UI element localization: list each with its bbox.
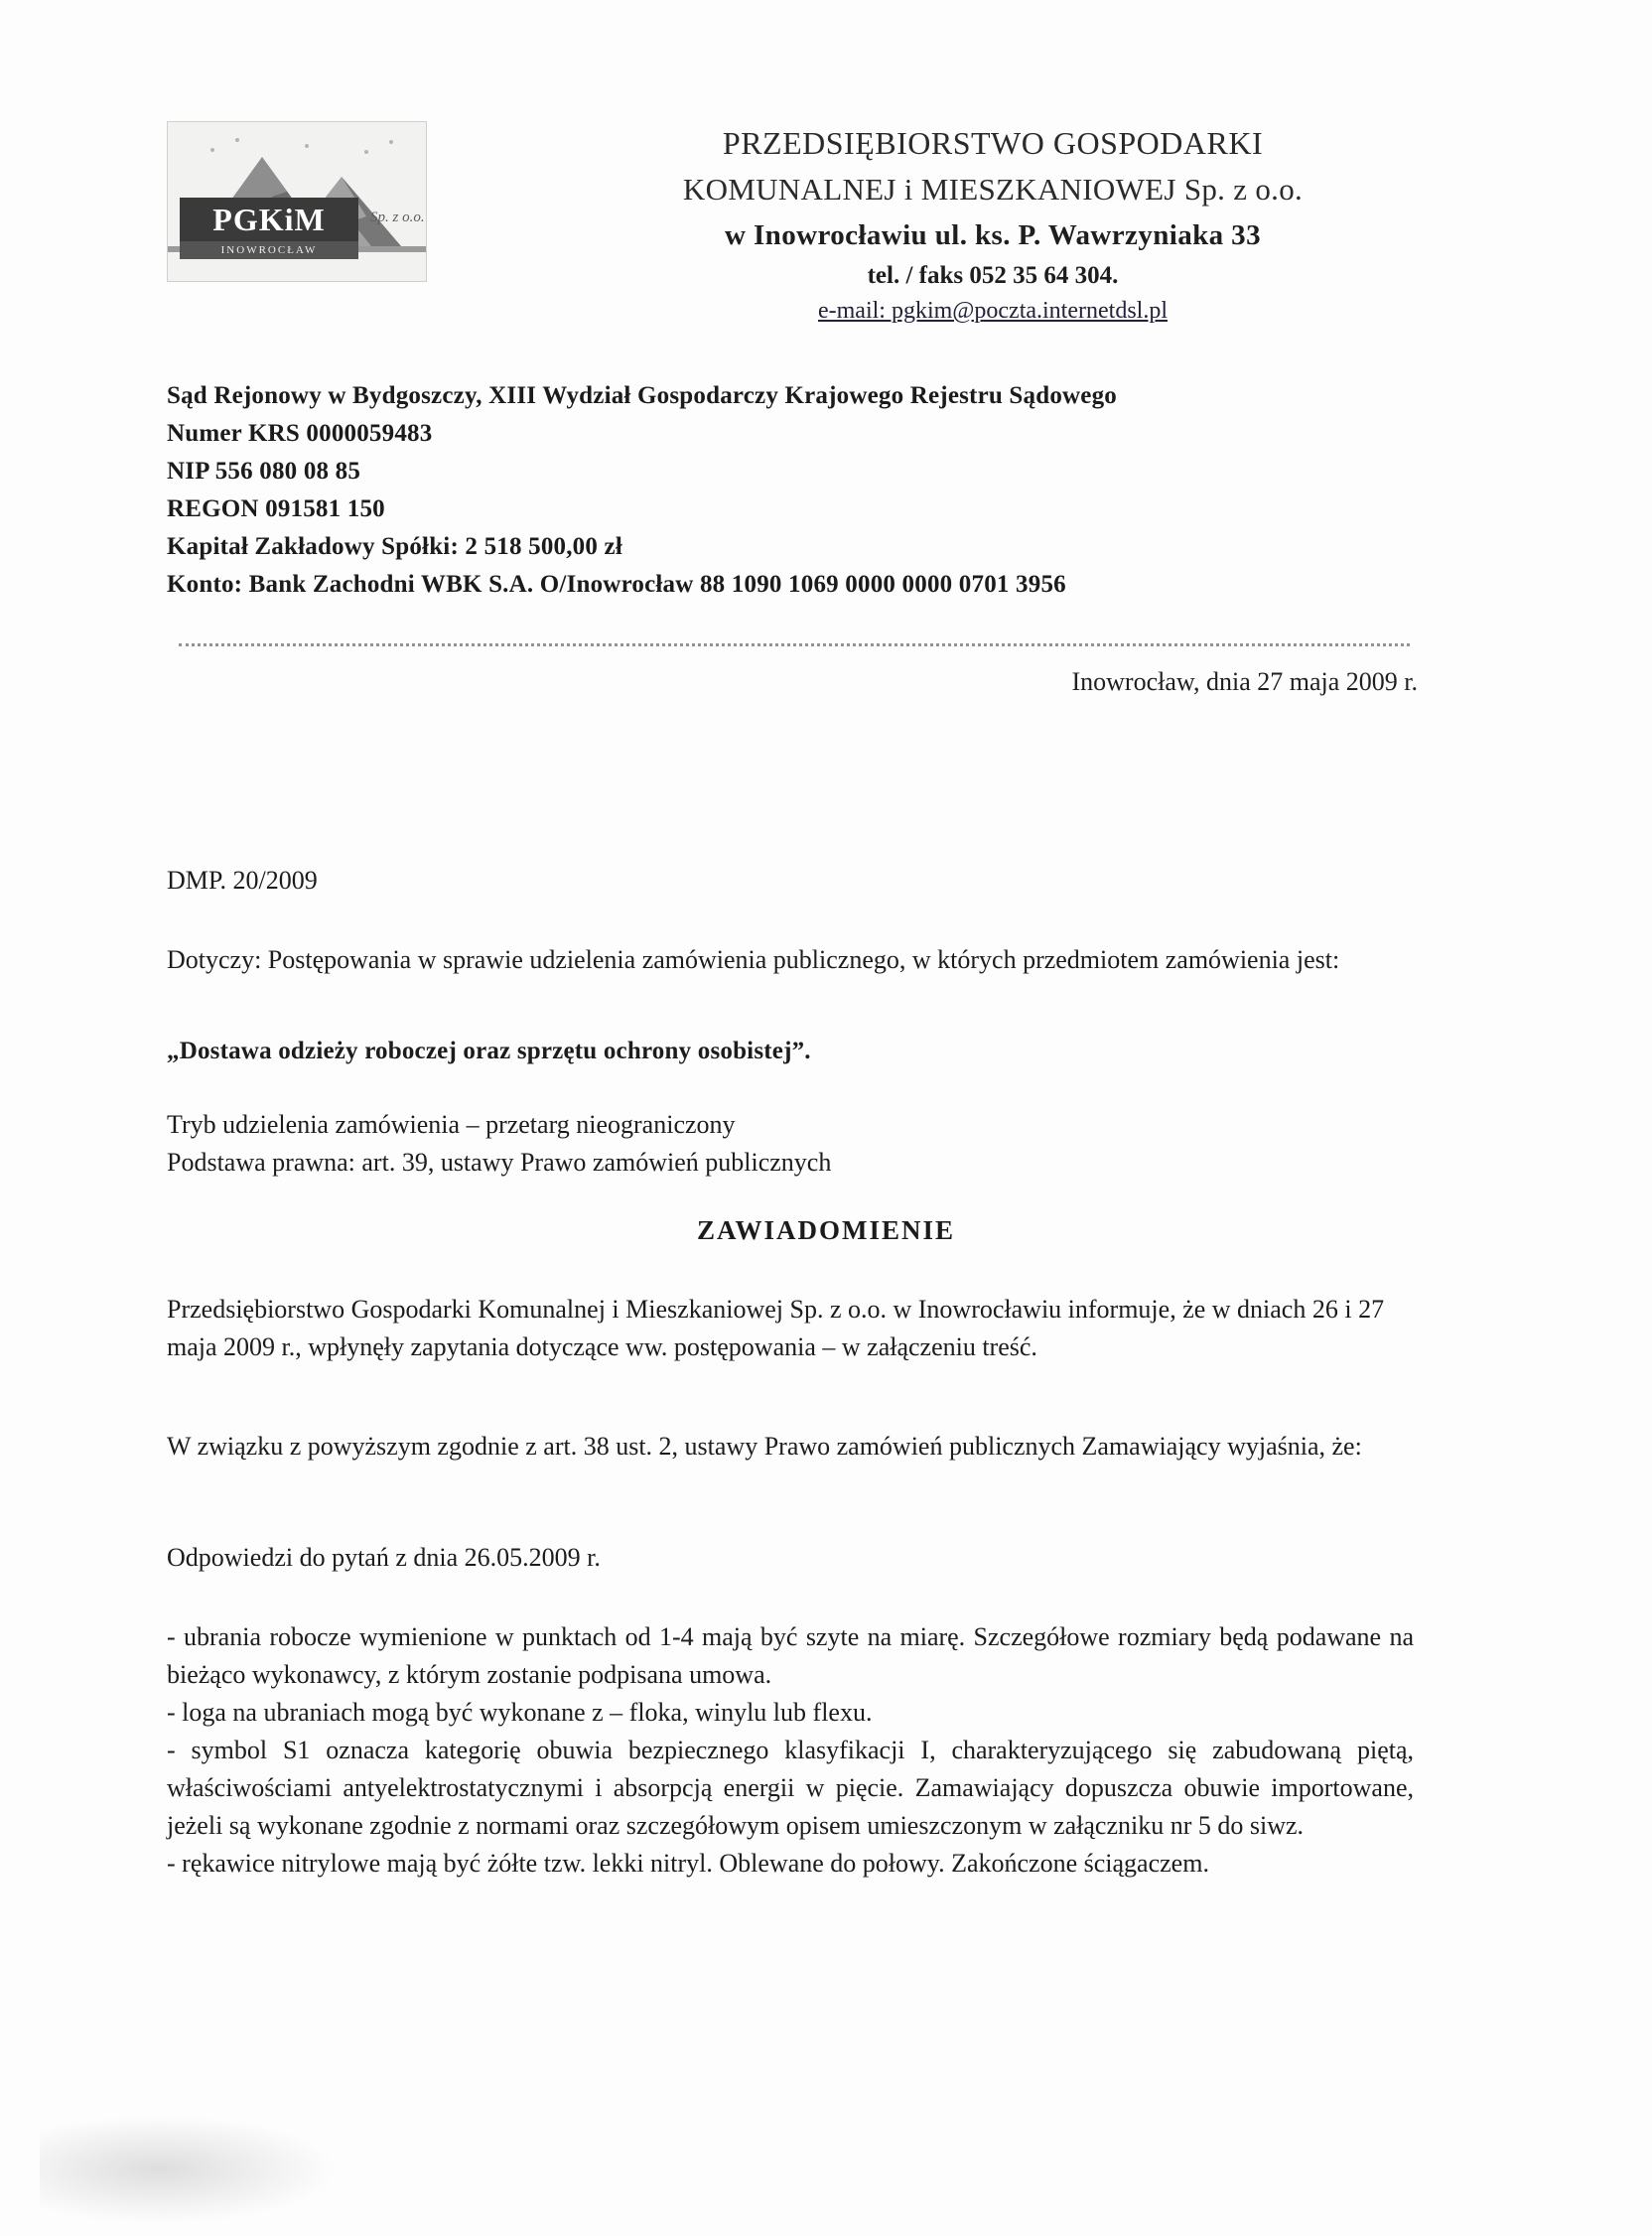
procedure-block <box>167 1106 1414 1182</box>
notice-heading: ZAWIADOMIENIE <box>696 1215 956 1245</box>
logo-subtitle: INOWROCŁAW <box>180 241 358 259</box>
answer-item: - loga na ubraniach mogą być wykonane z – floka, winylu lub flexu. <box>167 1698 873 1727</box>
answers-header: Odpowiedzi do pytań z dnia 26.05.2009 r. <box>167 1543 601 1572</box>
legal-reference-paragraph: W związku z powyższym zgodnie z art. 38 ust. 2, ustawy Prawo zamówień publicznych Zamawiający wyjaśnia, że: <box>167 1432 1362 1461</box>
answer-item: - ubrania robocze wymienione w punktach od 1-4 mają być szyte na miarę. Szczegółowe rozmiary będą podawane na bieżąco wykonawcy, z którym zostanie podpisana umowa. <box>167 1622 1414 1689</box>
registry-account: Konto: Bank Zachodni WBK S.A. O/Inowrocław 88 1090 1069 0000 0000 0701 3956 <box>167 571 1066 598</box>
document-reference-number: DMP. 20/2009 <box>167 866 318 895</box>
company-name-line-1: PRZEDSIĘBIORSTWO GOSPODARKI <box>722 125 1264 161</box>
company-logo <box>167 121 427 282</box>
answer-item: - rękawice nitrylowe mają być żółte tzw. lekki nitryl. Oblewane do połowy. Zakończone ściągaczem. <box>167 1849 1209 1878</box>
information-paragraph: Przedsiębiorstwo Gospodarki Komunalnej i Mieszkaniowej Sp. z o.o. w Inowrocławiu informuje, że w dniach 26 i 27 maja 2009 r., wpłynęły zapytania dotyczące ww. postępowania – w załączeniu treść. <box>167 1295 1385 1361</box>
company-address-block <box>467 125 1519 325</box>
logo-wordmark: PGKiM <box>180 198 358 241</box>
registry-details <box>167 377 1497 604</box>
answers-list <box>167 1618 1414 1883</box>
place-and-date: Inowrocław, dnia 27 maja 2009 r. <box>1071 667 1418 696</box>
company-phone-line: tel. / faks 052 35 64 304. <box>867 262 1119 289</box>
registry-capital: Kapitał Zakładowy Spółki: 2 518 500,00 zł <box>167 533 622 560</box>
header-divider <box>179 643 1410 646</box>
company-email-link[interactable]: e-mail: pgkim@poczta.internetdsl.pl <box>817 298 1168 324</box>
logo-legal-form: Sp. z o.o. <box>370 210 425 225</box>
concerning-paragraph: Dotyczy: Postępowania w sprawie udzielenia zamówienia publicznego, w których przedmiotem zamówienia jest: <box>167 945 1340 974</box>
registry-regon: REGON 091581 150 <box>167 495 385 522</box>
company-name-line-2: KOMUNALNEJ i MIESZKANIOWEJ Sp. z o.o. <box>682 172 1304 207</box>
procedure-type: Tryb udzielenia zamówienia – przetarg nieograniczony <box>167 1110 736 1139</box>
registry-krs: Numer KRS 0000059483 <box>167 420 433 447</box>
registry-nip: NIP 556 080 08 85 <box>167 458 361 485</box>
scan-smudge <box>40 2115 338 2224</box>
company-address-line: w Inowrocławiu ul. ks. P. Wawrzyniaka 33 <box>725 219 1261 251</box>
procedure-legal-basis: Podstawa prawna: art. 39, ustawy Prawo zamówień publicznych <box>167 1148 832 1177</box>
registry-court: Sąd Rejonowy w Bydgoszczy, XIII Wydział Gospodarczy Krajowego Rejestru Sądowego <box>167 382 1117 409</box>
answer-item: - symbol S1 oznacza kategorię obuwia bezpiecznego klasyfikacji I, charakteryzującego się zabudowaną piętą, właściwościami antyelektrostatycznymi i absorpcją energii w pięcie. Zamawiający dopuszcza obuwie importowane, jeżeli są wykonane zgodnie z normami oraz szczegółowym opisem umieszczonym w załączniku nr 5 do siwz. <box>167 1736 1414 1840</box>
subject-title: „Dostawa odzieży roboczej oraz sprzętu ochrony osobistej”. <box>167 1038 811 1064</box>
